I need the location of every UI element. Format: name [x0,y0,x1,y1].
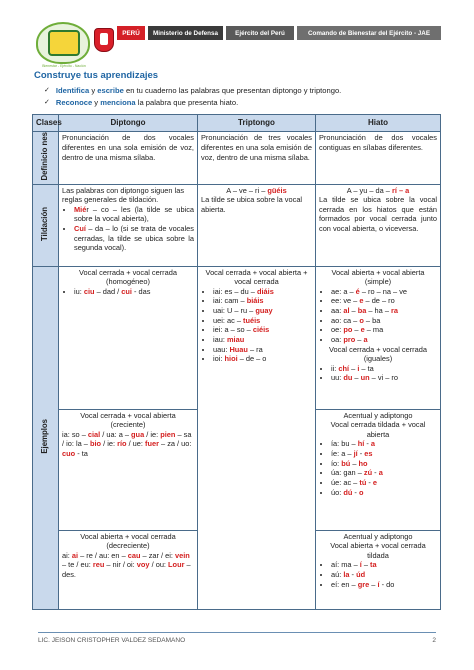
list-item [331,364,437,374]
stressed-syllable: chí [338,363,350,373]
word-part: uau: [213,344,230,354]
logo-emblem [48,30,80,56]
footer-author: LIC. JEISON CRISTOPHER VALDEZ SEDAMANO [38,637,186,644]
stressed-syllable: po [343,325,353,335]
stressed-syllable: río [117,439,127,449]
def-hiato: Pronunciación de dos vocales contiguas en sílabas diferentes. [316,132,441,184]
peru-shield-icon [94,28,114,52]
word-part: iau: [213,334,227,344]
list-item [213,316,312,326]
list-item [331,570,437,580]
tildacion-triptongo: A – ve – ri – güéis La tilde se ubica sobre la vocal abierta. [198,184,316,266]
word-part: / ie: [101,439,118,449]
stressed-syllable: Lour [168,560,185,570]
stressed-syllable: cau [127,550,141,560]
word-part: eí: en – [331,579,358,589]
list-item [213,296,312,306]
word-part: / ou: [149,560,169,570]
stressed-syllable: diáis [256,286,274,296]
stressed-syllable: es [364,449,373,459]
word-part: / ie: [144,429,161,439]
list-item [213,325,312,335]
stressed-syllable: í [359,560,362,570]
stressed-syllable: reu [92,560,105,570]
ej-hiato-simple: Vocal abierta + vocal abierta (simple) • ae: a – é – ro – na – ve • ee: ve – e – de – ro • aa: al – ba – ha – ra • ao: ca – o – ba • oe: po – e – ma • oa: pro – a Vocal cerrada + vocal cerrada (iguales) • ii: chí – i – ta • uu: du – un – vi – ro [316,266,441,409]
stressed-syllable: bú [341,458,351,468]
row-label-tildacion: Tildación [33,184,59,266]
word-part: ioi: [213,354,225,364]
row-label-ejemplos: Ejemplos [33,266,59,609]
ej-dip-cc: Vocal cerrada + vocal cerrada (homogéneo) • iu: ciu – dad / cui - das [59,266,198,409]
stressed-syllable: dú [343,487,353,497]
stressed-syllable: ra [391,306,398,316]
stressed-syllable: a [363,334,368,344]
stressed-syllable: fuer [145,439,159,449]
word-part: úa: gan – [331,468,364,478]
word-part: – [350,458,359,468]
word-part: aí: ma – [331,560,360,570]
tildacion-diptongo: Las palabras con diptongo siguen las reglas generales de tildación. • Miér – co – les (la tilde se ubica sobre la vocal abierta), • Cuí – da – lo (si se trata de vocales cerradas, la tilde se ubica sobre la segunda vocal). [59,184,198,266]
word-part: ai: [62,550,72,560]
list-item [213,354,312,364]
word-part: ee: ve – [331,296,360,306]
word-part: – [361,560,371,570]
stressed-syllable: cuo [62,449,76,459]
word-part: – [355,334,364,344]
word-part: uu: [331,373,344,383]
word-part: – te / eu: [62,560,93,570]
word-part: – vi – ro [369,373,398,383]
col-header-clases: Clases [33,115,59,132]
stressed-syllable: a [378,468,383,478]
word-part: – zar / ei: [140,550,176,560]
stressed-syllable: tú [359,477,367,487]
stressed-syllable: tuéis [243,315,261,325]
word-part: – sa / io: la – [62,429,192,449]
stressed-syllable: hioi [224,354,238,364]
table-row-ejemplos [33,266,441,409]
list-item [213,335,312,345]
word-part: oa: [331,334,344,344]
word-part: - [366,477,373,487]
logo-caption: Bienestar - Ejército - Nación [42,64,86,68]
stressed-syllable: Huau [229,344,248,354]
word-part: ao: ca – [331,315,360,325]
word-part: - [349,570,357,580]
word-part: - [357,449,365,459]
word-part: – [352,325,361,335]
institution-logo [36,22,90,68]
page-number: 2 [432,637,436,644]
syllable-table [32,114,441,610]
section-title: Construye tus aprendizajes [34,70,159,81]
header-bar-command: Comando de Bienestar del Ejército - JAE [297,26,441,40]
word-part: uei: ac – [213,315,243,325]
header-bar-peru: PERÚ [117,26,145,40]
list-item [331,459,437,469]
word-part: iei: a – so – [213,325,253,335]
list-item [331,449,437,459]
word-part: ío: [331,458,342,468]
stressed-syllable: cial [87,429,101,439]
word-part: uai: U – ru – [213,306,256,316]
list-item [331,560,437,570]
stressed-syllable: ho [358,458,368,468]
stressed-syllable: gre [357,579,370,589]
word-part: – ma [364,325,384,335]
list-item [213,287,312,297]
word-part: ía: bu – [331,439,358,449]
stressed-syllable: jí [353,449,358,459]
stressed-syllable: pien [160,429,176,439]
word-part: – [349,363,358,373]
col-header-hiato: Hiato [316,115,441,132]
stressed-syllable: i [357,363,360,373]
word-part: ia: so – [62,429,88,439]
word-part: – [349,306,358,316]
table-row-tildacion [33,184,441,266]
word-part: - ta [75,449,88,459]
word-part: – ha – [366,306,391,316]
stressed-syllable: zú [363,468,373,478]
word-part: – ba [363,315,381,325]
stressed-syllable: o [359,315,364,325]
list-item [331,468,437,478]
list-item: • Miér – co – les (la tilde se ubica sobre la vocal abierta), [74,205,194,224]
stressed-syllable: gua [131,429,145,439]
stressed-syllable: é [355,286,360,296]
stressed-syllable: ta [370,560,377,570]
word-part: - [372,468,379,478]
word-part: – des. [62,560,191,580]
header-bar-ministry: Ministerio de Defensa [148,26,223,40]
list-item [331,439,437,449]
col-header-triptongo: Triptongo [198,115,316,132]
word-part: aa: [331,306,344,316]
stressed-syllable: du [343,373,353,383]
tildacion-hiato: A – yu – da – rí – a La tilde se ubica sobre la vocal cerrada en los hiatos que están formados por vocal cerrada junto con vocal abierta, o viceversa. [316,184,441,266]
stressed-syllable: pro [343,334,356,344]
stressed-syllable: o [358,487,364,497]
list-item: • Cuí – da – lo (si se trata de vocales cerradas, la tilde se ubica sobre la segunda vocal). [74,224,194,253]
stressed-syllable: í [377,579,380,589]
page-footer [38,632,436,644]
list-item [331,488,437,498]
word-part: – za / uo: [158,439,192,449]
ej-hiato-cerrada-tildada: Acentual y adiptongo Vocal cerrada tildada + vocal abierta • ía: bu – hí - a • íe: a – jí - es • ío: bú – ho • úa: gan – zú - a • úe: ac – tú - e • úo: dú - o [316,409,441,530]
list-item [331,316,437,326]
stressed-syllable: ba [357,306,367,316]
word-part: - do [379,579,395,589]
word-part: – de – ro [363,296,395,306]
word-part: oe: [331,325,344,335]
word-part: – re / au: en – [78,550,128,560]
stressed-syllable: biáis [246,296,264,306]
stressed-syllable: un [360,373,370,383]
ej-hiato-abierta-tildada: Acentual y adiptongo Vocal abierta + vocal cerrada tildada • aí: ma – í – ta • aú: la - úd • eí: en – gre – í - do [316,530,441,609]
word-part: - [352,487,359,497]
word-part: ii: [331,363,339,373]
list-item [331,287,437,297]
word-part: iai: cam – [213,296,247,306]
word-part: – [352,373,361,383]
word-part: úe: ac – [331,477,360,487]
stressed-syllable: ai [71,550,79,560]
page-header [0,0,474,66]
stressed-syllable: la [343,570,350,580]
list-item [213,345,312,355]
stressed-syllable: guay [255,306,273,316]
stressed-syllable: e [372,477,378,487]
word-part: – ra [247,344,263,354]
stressed-syllable: úd [356,570,366,580]
word-part: – ro – na – ve [359,286,408,296]
word-part: aú: [331,570,344,580]
word-part: – ta [359,363,374,373]
list-item [331,325,437,335]
instruction-item: ✓ Identifica y escribe en tu cuaderno las palabras que presentan diptongo y triptongo. [44,86,342,95]
stressed-syllable: voy [136,560,150,570]
list-item [331,373,437,383]
word-part: / ue: [126,439,146,449]
def-triptongo: Pronunciación de tres vocales diferentes en una sola emisión de voz, dentro de una misma sílaba. [198,132,316,184]
list-item [213,306,312,316]
stressed-syllable: vein [175,550,190,560]
word-part: iai: es – du – [213,286,257,296]
ej-dip-ca: Vocal cerrada + vocal abierta (creciente) ia: so – cial / ua: a – gua / ie: pien – sa / io: la – bio / ie: río / ue: fuer – za / uo: cuo - ta [59,409,198,530]
word-part: ae: a – [331,286,356,296]
stressed-syllable: miau [226,334,245,344]
ej-dip-ac: Vocal abierta + vocal cerrada (decreciente) ai: ai – re / au: en – cau – zar / ei: vein – te / eu: reu – nir / oi: voy / ou: Lour – des. [59,530,198,609]
word-part: – de – o [237,354,267,364]
stressed-syllable: hí [357,439,365,449]
stressed-syllable: bio [89,439,102,449]
word-part: / ua: a – [100,429,132,439]
row-label-definiciones: Definicio nes [33,132,59,184]
list-item [331,580,437,590]
stressed-syllable: al [343,306,350,316]
list-item [331,296,437,306]
checkmark-icon: ✓ [44,87,50,94]
list-item [331,478,437,488]
col-header-diptongo: Diptongo [59,115,198,132]
def-diptongo: Pronunciación de dos vocales diferentes en una sola emisión de voz, dentro de una misma sílaba. [59,132,198,184]
word-part: – [369,579,378,589]
ej-triptongo: Vocal cerrada + vocal abierta + vocal cerrada • iai: es – du – diáis • iai: cam – biáis • uai: U – ru – guay • uei: ac – tuéis • iei: a – so – ciéis • iau: miau • uau: Huau – ra • ioi: hioi – de – o [198,266,316,609]
table-header-row [33,115,441,132]
checkmark-icon: ✓ [44,99,50,106]
list-item [331,335,437,345]
list-item: • iu: ciu – dad / cui - das [74,287,194,297]
word-part: - [364,439,371,449]
word-part: úo: [331,487,344,497]
stressed-syllable: e [359,296,364,306]
instruction-item: ✓ Reconoce y menciona la palabra que presenta hiato. [44,98,239,107]
stressed-syllable: e [360,325,365,335]
header-bar-army: Ejército del Perú [226,26,294,40]
word-part: – nir / oi: [104,560,137,570]
table-row-definiciones [33,132,441,184]
stressed-syllable: ciéis [252,325,270,335]
list-item [331,306,437,316]
word-part: íe: a – [331,449,354,459]
stressed-syllable: a [370,439,375,449]
